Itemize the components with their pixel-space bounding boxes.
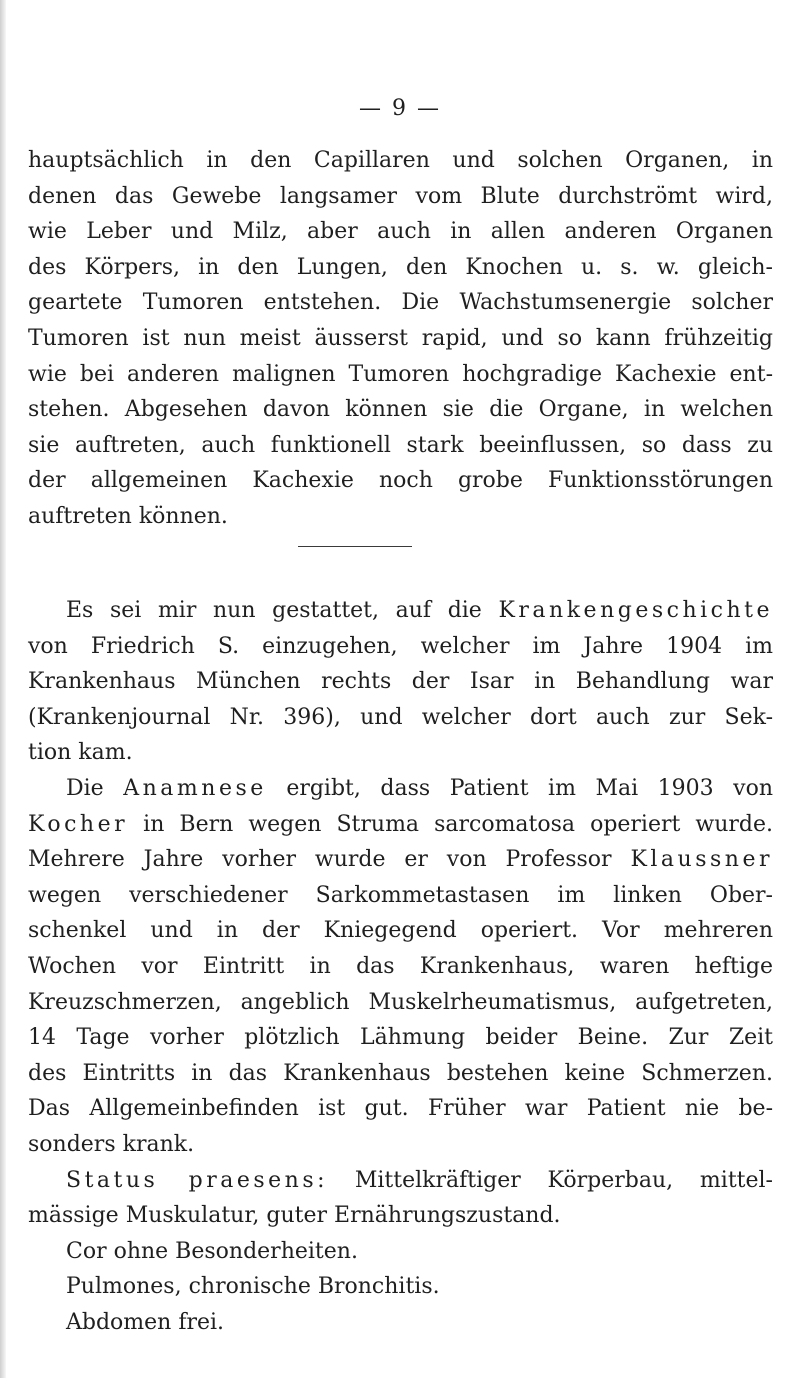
text-line: Mehrere Jahre vorher wurde er von Professor Klaussner [28, 847, 773, 873]
text-line: Kreuzschmerzen, angeblich Muskelrheumatismus, aufgetreten, [28, 989, 773, 1015]
text-line: tion kam. [28, 740, 133, 766]
text-line: Die Anamnese ergibt, dass Patient im Mai 1903 von [66, 775, 774, 801]
text-line: Cor ohne Besonderheiten. [66, 1238, 358, 1264]
text-line: Pulmones, chronische Bronchitis. [66, 1274, 440, 1300]
text-line: (Krankenjournal Nr. 396), und welcher dort auch zur Sek- [28, 704, 773, 730]
emphasis-klaussner: Klaussner [630, 847, 773, 873]
paragraph-tumor-growth [28, 143, 773, 535]
text-line: denen das Gewebe langsamer vom Blute durchströmt wird, [28, 183, 773, 209]
text-line: stehen. Abgesehen davon können sie die Organe, in welchen [28, 397, 773, 423]
text-line: auftreten können. [28, 503, 228, 529]
text-line: geartete Tumoren entstehen. Die Wachstumsenergie solcher [28, 290, 773, 316]
text-line: hauptsächlich in den Capillaren und solchen Organen, in [28, 148, 773, 173]
text-line: Status praesens: Mittelkräftiger Körperbau, mittel- [66, 1167, 773, 1193]
emphasis-krankengeschichte: Krankengeschichte [498, 598, 774, 623]
text-line: mässige Muskulatur, guter Ernährungszustand. [28, 1203, 561, 1229]
text-line: sonders krank. [28, 1131, 195, 1157]
emphasis-kocher: Kocher [28, 811, 129, 837]
page-edge-shadow [0, 0, 6, 1378]
text-line: schenkel und in der Kniegegend operiert. Vor mehreren [28, 918, 773, 944]
text-line: Das Allgemeinbefinden ist gut. Früher war Patient nie be- [28, 1096, 773, 1122]
text-line: Es sei mir nun gestattet, auf die Krankengeschichte [66, 598, 774, 623]
text-line: des Körpers, in den Lungen, den Knochen u. s. w. gleich- [28, 254, 773, 280]
emphasis-anamnese: Anamnese [123, 775, 267, 801]
text-line: wie Leber und Milz, aber auch in allen anderen Organen [28, 219, 773, 245]
text-line: von Friedrich S. einzugehen, welcher im Jahre 1904 im [28, 633, 773, 659]
text-line: Krankenhaus München rechts der Isar in Behandlung war [28, 669, 773, 695]
text-line: Tumoren ist nun meist äusserst rapid, und so kann frühzeitig [28, 325, 773, 351]
page-number: — 9 — [359, 96, 441, 121]
text-line: Abdomen frei. [66, 1309, 225, 1335]
text-line: Wochen vor Eintritt in das Krankenhaus, waren heftige [28, 953, 773, 979]
text-line: Kocher in Bern wegen Struma sarcomatosa operiert wurde. [28, 811, 773, 837]
text-line: wie bei anderen malignen Tumoren hochgradige Kachexie ent- [28, 361, 773, 387]
text-line: sie auftreten, auch funktionell stark beeinflussen, so dass zu [28, 432, 773, 458]
section-divider [298, 546, 412, 547]
case-history [28, 593, 773, 1340]
text-line: 14 Tage vorher plötzlich Lähmung beider Beine. Zur Zeit [28, 1025, 773, 1051]
text-line: wegen verschiedener Sarkommetastasen im linken Ober- [28, 882, 773, 908]
text-line: der allgemeinen Kachexie noch grobe Funktionsstörungen [28, 468, 773, 494]
emphasis-status-praesens: Status praesens: [66, 1167, 329, 1193]
text-line: des Eintritts in das Krankenhaus bestehen keine Schmerzen. [28, 1060, 773, 1086]
